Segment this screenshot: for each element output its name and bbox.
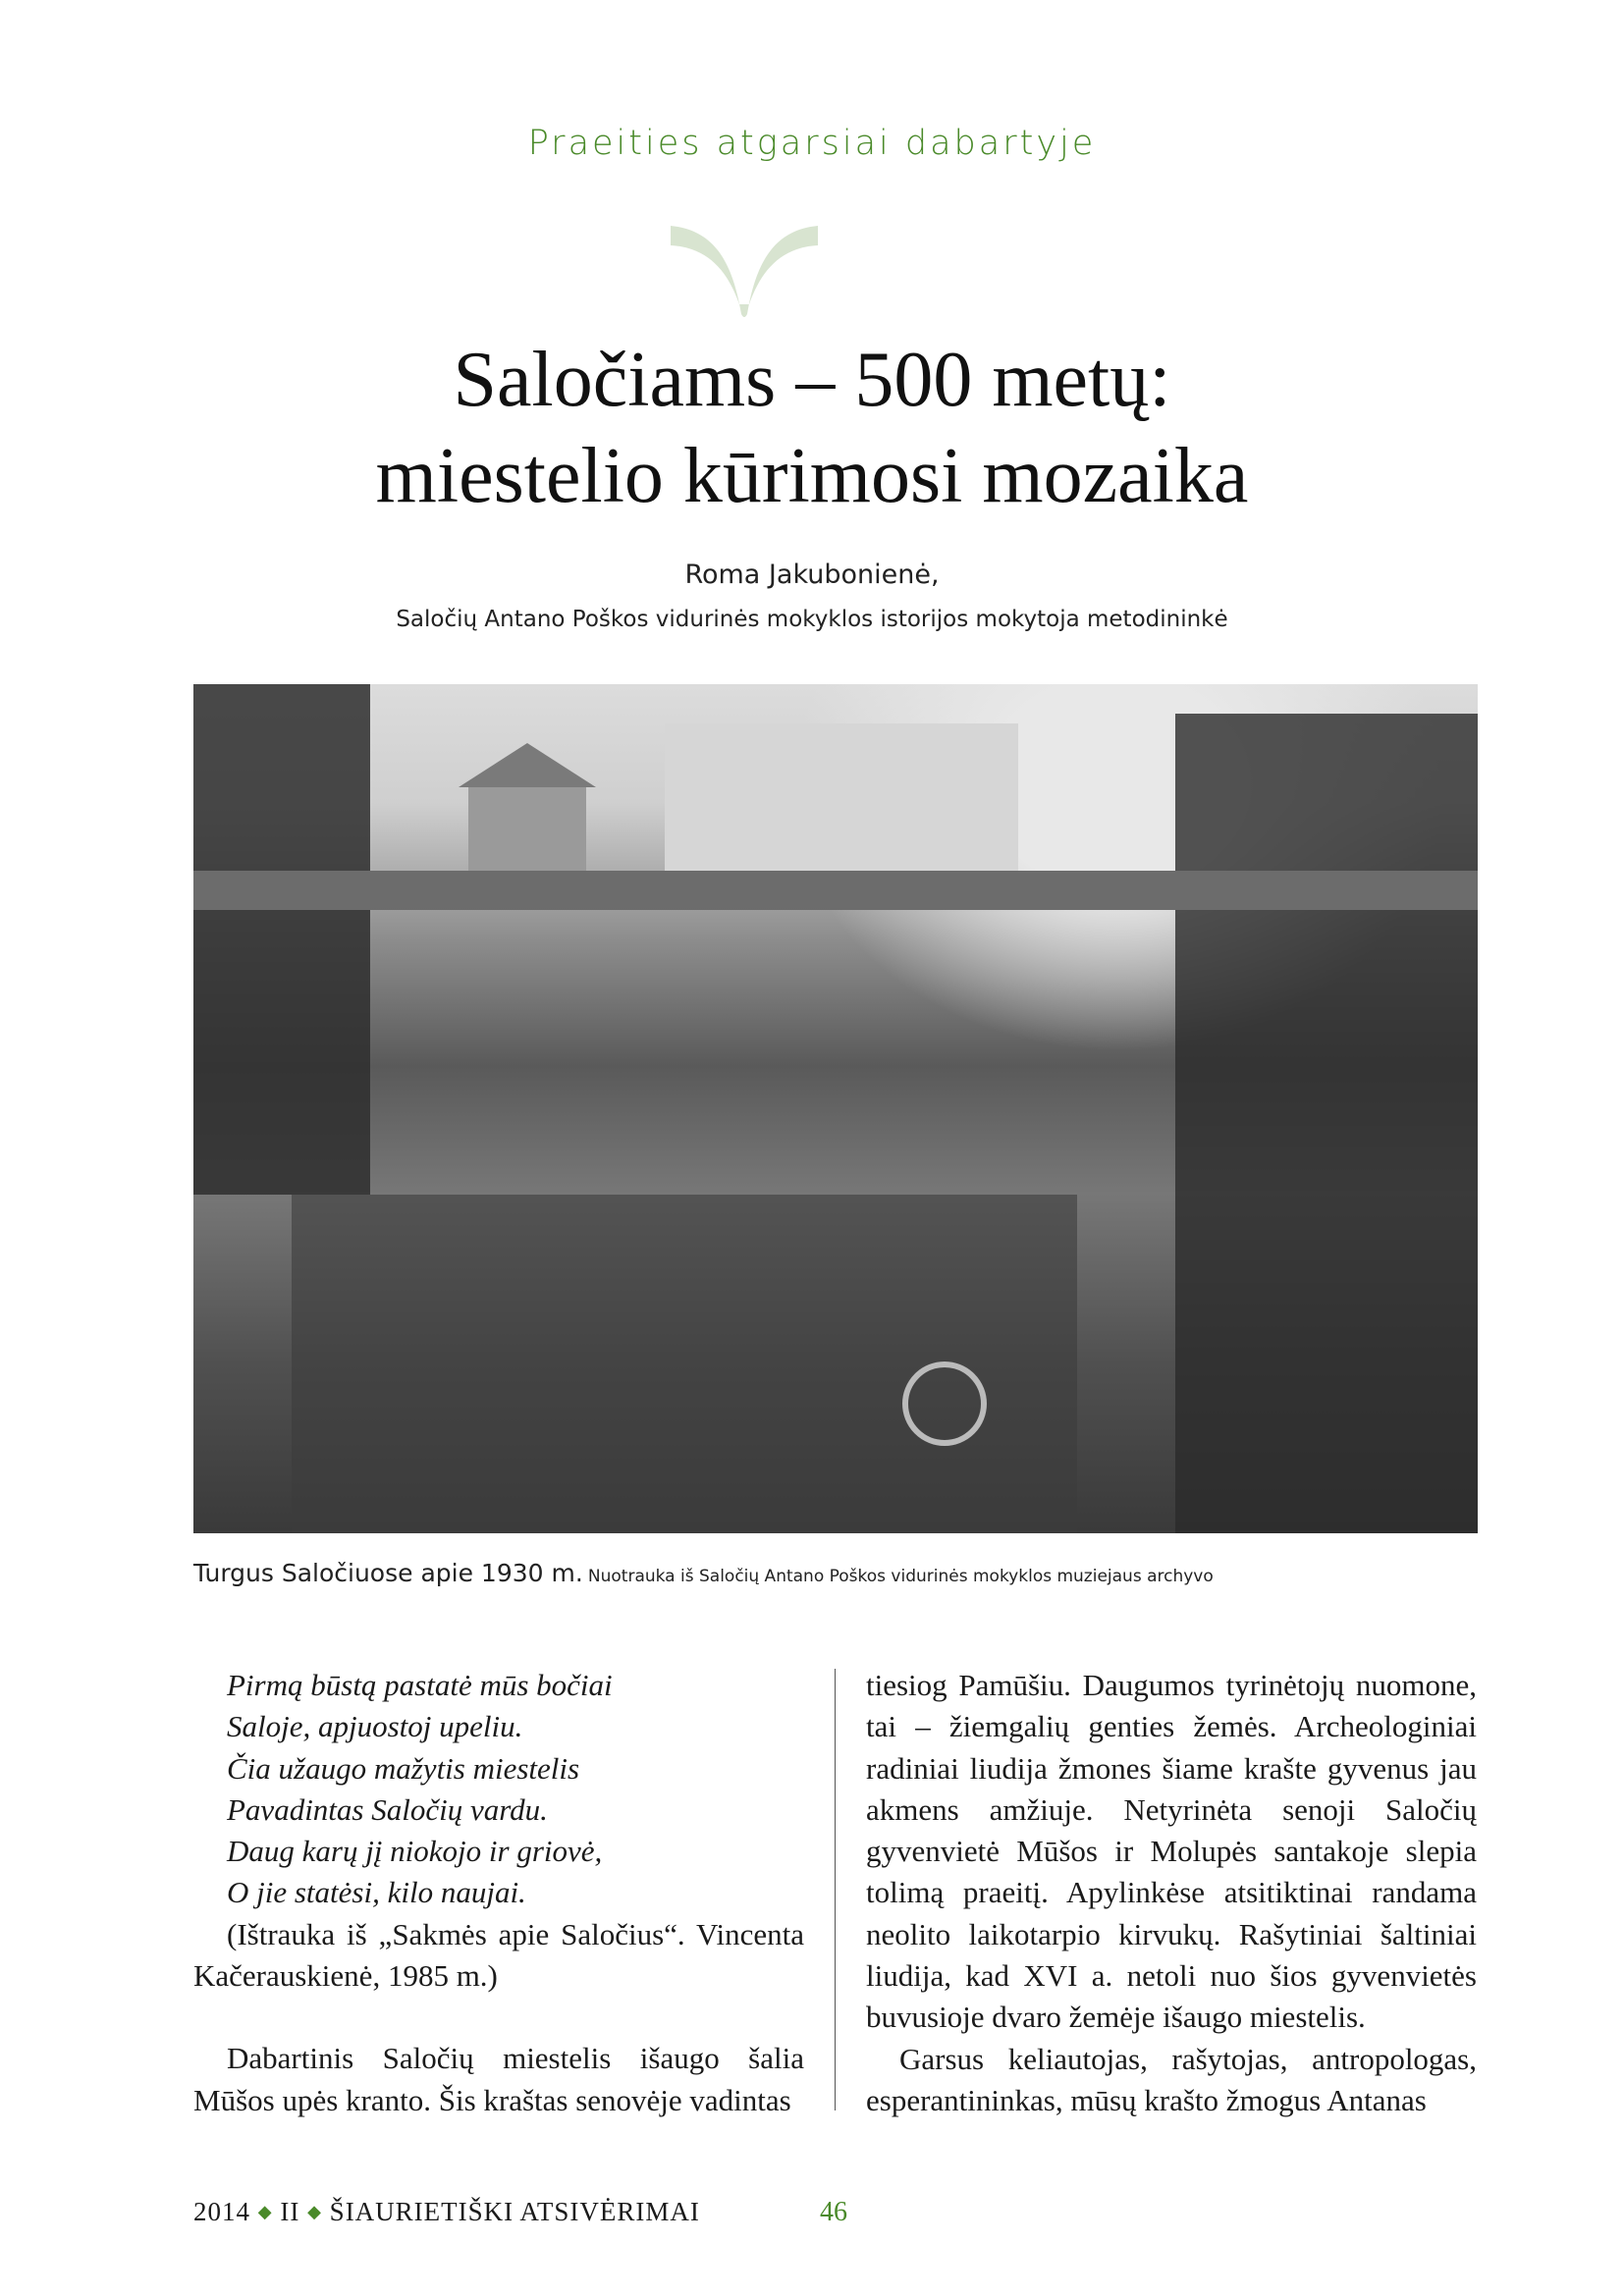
poem-line: O jie statėsi, kilo naujai. [227,1875,526,1910]
body-paragraph: tiesiog Pamūšiu. Daugumos tyrinėtojų nuomone, tai – žiemgalių genties žemės. Archeologiniai radiniai liudija žmones šiame krašte gyvenus jau akmens amžiuje. Netyrinėta senoji Saločių gyvenvietė Mūšos ir Molupės santakoje slepia tolimą praeitį. Apylinkėse atsitiktinai randama neolito laikotarpio kirvukų. Rašytiniai šaltiniai liudija, kad XVI a. netoli nuo šios gyvenvietės buvusioje dvaro žemėje išaugo miestelis. [866,1668,1477,2035]
article-title [0,332,1624,524]
author-name: Roma Jakubonienė, [684,560,940,590]
poem-line: Pirmą būstą pastatė mūs bočiai [227,1668,613,1702]
page-number: 46 [820,2197,847,2227]
footer-issue: II [280,2197,300,2226]
left-column [193,1665,804,2121]
footer [193,2197,700,2227]
author-affiliation: Saločių Antano Poškos vidurinės mokyklos istorijos mokytoja metodininkė [396,607,1228,632]
poem-line: Čia užaugo mažytis miestelis [227,1750,580,1786]
right-column [866,1665,1477,2121]
body-paragraph: Garsus keliautojas, rašytojas, antropologas, esperantininkas, mūsų krašto žmogus Antanas [866,2041,1477,2117]
market-photo [193,684,1478,1533]
poem-source: (Ištrauka iš „Sakmės apie Saločius“. Vincenta Kačerauskienė, 1985 m.) [193,1916,804,1994]
poem-line: Daug karų jį niokojo ir griovė, [227,1834,603,1869]
section-title: Praeities atgarsiai dabartyje [527,124,1097,163]
photo-caption [193,1559,1214,1587]
poem-line: Pavadintas Saločių vardu. [227,1791,548,1827]
caption-text: Turgus Saločiuose apie 1930 m. [193,1559,583,1587]
title-line-2: miestelio kūrimosi mozaika [375,433,1249,519]
footer-year: 2014 [193,2197,250,2226]
diamond-icon: ◆ [307,2202,322,2221]
poem [193,1665,804,1914]
column-divider [835,1669,836,2110]
leaf-chevron-icon [671,226,818,318]
poem-line: Saloje, apjuostoj upeliu. [227,1709,523,1744]
diamond-icon: ◆ [257,2202,273,2221]
footer-journal: ŠIAURIETIŠKI ATSIVĖRIMAI [329,2197,700,2226]
body-paragraph: Dabartinis Saločių miestelis išaugo šalia Mūšos upės kranto. Šis kraštas senovėje vadintas [193,2041,804,2117]
caption-credit: Nuotrauka iš Saločių Antano Poškos vidurinės mokyklos muziejaus archyvo [587,1567,1214,1586]
title-line-1: Saločiams – 500 metų: [453,337,1171,423]
photo-illustration [193,684,1478,1533]
